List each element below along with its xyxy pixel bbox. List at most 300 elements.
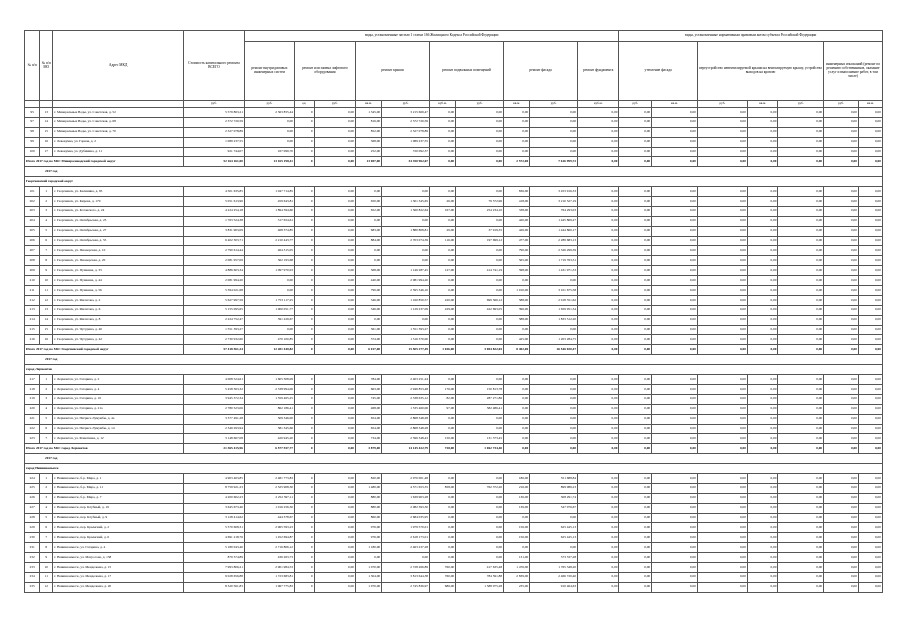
total-value: 7 616 999,72 — [530, 157, 578, 167]
row-address: г. Невинномысск, ул. Гагарина, д. 4 — [53, 543, 184, 553]
total-value: 0,00 — [530, 444, 578, 454]
row-value: 784 591,88 — [456, 572, 504, 582]
row-value: 0 — [295, 543, 315, 553]
row-value: 0,00 — [747, 286, 777, 296]
row-address: г. Георгиевск, ул. Котовского, д. 24 — [53, 206, 184, 216]
row-value: 440,00 — [355, 276, 381, 286]
row-value: 0,00 — [747, 325, 777, 335]
row-value: 0,00 — [619, 533, 652, 543]
total-value: 0,00 — [697, 444, 747, 454]
row-value: 0,00 — [778, 562, 824, 572]
row-value: 0,00 — [430, 424, 456, 434]
row-value: 0 — [295, 197, 315, 207]
row-value: 0,00 — [747, 543, 777, 553]
row-mo-number: 3 — [40, 493, 53, 503]
total-label: Итого 2017 год по МО: Минераловодский городской округ — [25, 157, 184, 167]
row-value: 0,00 — [430, 137, 456, 147]
row-value: 820,00 — [355, 473, 381, 483]
row-address: г. Невинномысск, пер. Крымский, д. 6 — [53, 533, 184, 543]
row-number: 214 — [25, 315, 40, 325]
row-value: 1 833 512,20 — [530, 315, 578, 325]
row-address: г. Георгиевск, ул. Филатова, д. 2 — [53, 295, 184, 305]
row-value: 0,00 — [858, 315, 882, 325]
row-address: г. Георгиевск, ул. Пушкина, д. 56 — [53, 286, 184, 296]
row-value: 0,00 — [619, 197, 652, 207]
table-row — [25, 305, 883, 315]
row-value: 0,00 — [858, 117, 882, 127]
row-number: 222 — [25, 424, 40, 434]
row-value: 0,00 — [652, 473, 698, 483]
row-value: 2 327 078,89 — [382, 127, 430, 137]
row-value: 1 605 308,09 — [244, 375, 294, 385]
row-value: 0,00 — [778, 582, 824, 592]
row-value: 0,00 — [578, 226, 619, 236]
row-address: г. Лермонтов, ул. Патриса Лумумбы, д. 14 — [53, 424, 184, 434]
row-value: 1 146 287,45 — [382, 266, 430, 276]
row-value: 374,00 — [355, 335, 381, 345]
row-value: 1 016 256,30 — [244, 503, 294, 513]
row-value: 0,00 — [697, 216, 747, 226]
row-value: 0,00 — [504, 394, 530, 404]
row-value: 0,00 — [778, 286, 824, 296]
row-value: 0 — [295, 424, 315, 434]
row-value: 0,00 — [578, 533, 619, 543]
unit-cell: кв.м. — [747, 101, 777, 108]
total-value: 57 418 561,24 — [183, 345, 244, 355]
row-value: 0,00 — [858, 572, 882, 582]
total-value: 0,00 — [652, 157, 698, 167]
row-value: 0,00 — [652, 276, 698, 286]
row-value: 0,00 — [747, 216, 777, 226]
row-mo-number: 10 — [40, 276, 53, 286]
row-value: 167 099,70 — [244, 147, 294, 157]
table-row — [25, 246, 883, 256]
row-value: 0,00 — [858, 513, 882, 523]
row-value: 0,00 — [314, 147, 355, 157]
table-row — [25, 137, 883, 147]
row-value: 0,00 — [697, 523, 747, 533]
row-value: 0,00 — [530, 414, 578, 424]
row-value: 0,00 — [824, 197, 859, 207]
row-value: 0,00 — [578, 503, 619, 513]
total-value: 0,00 — [430, 157, 456, 167]
table-row — [25, 523, 883, 533]
total-value: 0,00 — [578, 157, 619, 167]
row-value: 0,00 — [314, 375, 355, 385]
row-value: 0,00 — [778, 384, 824, 394]
row-value: 351 688,84 — [530, 473, 578, 483]
table-row — [25, 483, 883, 493]
row-value: 0,00 — [858, 404, 882, 414]
row-number: 95 — [25, 108, 40, 118]
row-value: 197 699,12 — [456, 236, 504, 246]
row-value: 1 010,00 — [504, 286, 530, 296]
row-value: 0,00 — [314, 434, 355, 444]
row-number: 209 — [25, 266, 40, 276]
row-value: 0,00 — [747, 493, 777, 503]
row-value: 880,00 — [355, 493, 381, 503]
row-value: 654,00 — [355, 424, 381, 434]
row-value: 2 481 773,83 — [244, 473, 294, 483]
row-value: 0,00 — [697, 117, 747, 127]
total-value: 0,00 — [778, 444, 824, 454]
row-value: 0,00 — [578, 384, 619, 394]
row-value: 0,00 — [824, 375, 859, 385]
row-value: 0,00 — [778, 424, 824, 434]
row-value: 5 570 608,31 — [183, 523, 244, 533]
row-value: 0,00 — [530, 108, 578, 118]
row-value: 0,00 — [697, 543, 747, 553]
row-value: 0,00 — [430, 108, 456, 118]
row-value: 0,00 — [314, 533, 355, 543]
row-value: 0,00 — [456, 543, 504, 553]
row-value: 0,00 — [578, 523, 619, 533]
row-address: г. Георгиевск, ул. Филатова, д. 8 — [53, 315, 184, 325]
table-row — [25, 543, 883, 553]
row-value: 0,00 — [355, 216, 381, 226]
row-value: 0,00 — [652, 187, 698, 197]
row-value: 0,00 — [778, 197, 824, 207]
row-value: 1 301 345,65 — [382, 197, 430, 207]
row-value: 0,00 — [619, 216, 652, 226]
row-value: 0,00 — [778, 473, 824, 483]
row-value: 0,00 — [858, 226, 882, 236]
row-value: 0,00 — [578, 216, 619, 226]
row-value: 0,00 — [652, 582, 698, 592]
section-row — [25, 464, 883, 474]
row-value: 2 081 994,20 — [183, 276, 244, 286]
row-value: 0,00 — [824, 335, 859, 345]
row-value: 0,00 — [747, 473, 777, 483]
row-address: г. Невинномысск, б-р. Мира, д. 7 — [53, 493, 184, 503]
row-value: 0,00 — [824, 187, 859, 197]
row-value: 0,00 — [778, 108, 824, 118]
col-header-foundation: ремонт фундамента — [578, 42, 619, 101]
row-value: 509 346,00 — [244, 414, 294, 424]
row-value: 0,00 — [355, 187, 381, 197]
row-value: 0,00 — [697, 315, 747, 325]
row-value: 3 128 414,62 — [183, 513, 244, 523]
row-value: 0,00 — [697, 434, 747, 444]
table-row — [25, 315, 883, 325]
row-value: 0,00 — [824, 206, 859, 216]
row-value: 0,00 — [314, 384, 355, 394]
row-value: 0,00 — [619, 295, 652, 305]
row-value: 0,00 — [314, 503, 355, 513]
row-value: 0,00 — [778, 513, 824, 523]
row-value: 3 148 667,08 — [183, 434, 244, 444]
row-value: 0,00 — [619, 582, 652, 592]
row-value: 0,00 — [314, 553, 355, 563]
table-row — [25, 117, 883, 127]
row-value: 0,00 — [747, 276, 777, 286]
row-value: 0,00 — [314, 246, 355, 256]
row-value: 598,00 — [504, 266, 530, 276]
table-row — [25, 375, 883, 385]
row-value: 0,00 — [697, 503, 747, 513]
row-number: 97 — [25, 117, 40, 127]
row-address: г. Георгиевск, ул. Кирова, д. 170 — [53, 197, 184, 207]
row-value: 459 643,81 — [244, 197, 294, 207]
row-value: 0,00 — [697, 562, 747, 572]
row-value: 0,00 — [858, 483, 882, 493]
row-value: 4 224 254,18 — [183, 206, 244, 216]
row-value: 0,00 — [778, 414, 824, 424]
row-address: г. Георгиевск, ул. Чугурина, д. 40 — [53, 325, 184, 335]
row-value: 0,00 — [314, 543, 355, 553]
row-number: 99 — [25, 137, 40, 147]
row-value: 790,00 — [355, 286, 381, 296]
row-value: 0,00 — [747, 206, 777, 216]
total-value: 14 145 422,79 — [382, 444, 430, 454]
row-value: 477,00 — [504, 236, 530, 246]
table-row — [25, 434, 883, 444]
unit-cell: кв.м. — [858, 101, 882, 108]
row-value: 0,00 — [456, 187, 504, 197]
row-value: 3 453 916,33 — [530, 187, 578, 197]
unit-cell: кв.м. — [652, 101, 698, 108]
row-value: 0,00 — [697, 414, 747, 424]
row-value: 0,00 — [778, 127, 824, 137]
row-value: 0,00 — [430, 187, 456, 197]
row-value: 0,00 — [858, 533, 882, 543]
row-value: 0,00 — [858, 246, 882, 256]
row-value: 7 993 806,21 — [183, 562, 244, 572]
row-value: 663,00 — [355, 384, 381, 394]
row-value: 4 903 463,85 — [183, 473, 244, 483]
total-value: 0,00 — [456, 157, 504, 167]
row-value: 37 919,35 — [456, 226, 504, 236]
row-value: 0,00 — [824, 473, 859, 483]
row-value: 0,00 — [504, 375, 530, 385]
table-row — [25, 503, 883, 513]
total-value: 0 — [295, 345, 315, 355]
row-value: 0,00 — [747, 503, 777, 513]
table-row — [25, 404, 883, 414]
row-value: 1 316 370,00 — [382, 335, 430, 345]
row-value: 0,00 — [858, 325, 882, 335]
row-value: 0,00 — [824, 483, 859, 493]
row-value: 0 — [295, 483, 315, 493]
row-number: 218 — [25, 384, 40, 394]
row-value: 361,00 — [355, 325, 381, 335]
row-mo-number: 10 — [40, 562, 53, 572]
row-value: 699 366,12 — [456, 295, 504, 305]
row-value: 0,00 — [652, 513, 698, 523]
row-value: 0,00 — [824, 582, 859, 592]
row-value: 2 081 994,20 — [382, 276, 430, 286]
row-value: 0,00 — [697, 305, 747, 315]
row-value: 0,00 — [314, 137, 355, 147]
row-value: 0,00 — [578, 424, 619, 434]
row-value: 4 008 524,61 — [183, 375, 244, 385]
row-value: 0,00 — [652, 562, 698, 572]
row-value: 0,00 — [456, 276, 504, 286]
row-value: 0,00 — [824, 108, 859, 118]
row-number: 208 — [25, 256, 40, 266]
units-row — [25, 101, 883, 108]
row-value: 862 186,41 — [244, 404, 294, 414]
total-value: 0,00 — [858, 157, 882, 167]
row-value: 0,00 — [314, 305, 355, 315]
row-value: 0,00 — [456, 533, 504, 543]
total-value: 0,00 — [778, 345, 824, 355]
row-value: 0,00 — [314, 483, 355, 493]
table-row — [25, 394, 883, 404]
row-value: 1 097 970,03 — [244, 266, 294, 276]
row-value: 0,00 — [778, 483, 824, 493]
row-value: 0,00 — [778, 553, 824, 563]
table-row — [25, 582, 883, 592]
row-value: 0,00 — [456, 315, 504, 325]
row-value: 734,00 — [355, 434, 381, 444]
row-mo-number: 11 — [40, 572, 53, 582]
table-row — [25, 414, 883, 424]
total-value: 3 879,00 — [355, 444, 381, 454]
total-value: 0,00 — [824, 157, 859, 167]
row-value: 0,00 — [778, 147, 824, 157]
row-mo-number: 4 — [40, 216, 53, 226]
row-value: 686,00 — [430, 582, 456, 592]
row-value: 0,00 — [778, 315, 824, 325]
row-value: 1 560 822,64 — [382, 206, 430, 216]
total-value: 0,00 — [824, 444, 859, 454]
unit-cell: руб. — [314, 101, 355, 108]
row-value: 0,00 — [530, 543, 578, 553]
total-row — [25, 345, 883, 355]
row-value: 0,00 — [619, 562, 652, 572]
unit-cell: руб. — [183, 101, 244, 108]
row-value: 308 291,74 — [530, 493, 578, 503]
row-value: 547 076,67 — [530, 503, 578, 513]
row-address: г. Лермонтов, ул. Патриса Лумумбы, д. 4а — [53, 414, 184, 424]
table-row — [25, 256, 883, 266]
row-value: 176,00 — [430, 384, 456, 394]
row-value: 0,00 — [619, 246, 652, 256]
row-value: 2 525 908,30 — [244, 483, 294, 493]
row-value: 0,00 — [314, 286, 355, 296]
row-value: 0 — [295, 562, 315, 572]
row-value: 0,00 — [652, 246, 698, 256]
row-value: 254 234,10 — [456, 206, 504, 216]
total-value: 0,00 — [314, 157, 355, 167]
row-value: 0,00 — [747, 127, 777, 137]
row-value: 139,00 — [504, 503, 530, 513]
row-value: 1 979 570,01 — [382, 523, 430, 533]
row-value: 0,00 — [652, 335, 698, 345]
row-value: 0,00 — [530, 375, 578, 385]
total-value: 0 — [295, 157, 315, 167]
row-value: 0 — [295, 305, 315, 315]
unit-cell: руб. — [244, 101, 294, 108]
row-value: 0,00 — [578, 137, 619, 147]
row-value: 0 — [295, 256, 315, 266]
row-value: 1 089 237,55 — [382, 137, 430, 147]
total-value: 0,00 — [858, 444, 882, 454]
row-value: 0,00 — [824, 513, 859, 523]
row-value: 136,00 — [504, 493, 530, 503]
row-address: г. Минеральные Воды, ул. Советская, д. 52 — [53, 108, 184, 118]
row-value: 0,00 — [619, 404, 652, 414]
table-row — [25, 206, 883, 216]
row-value: 0,00 — [530, 127, 578, 137]
row-number: 225 — [25, 483, 40, 493]
row-value: 0,00 — [697, 582, 747, 592]
row-value: 0,00 — [747, 572, 777, 582]
row-value: 0,00 — [619, 276, 652, 286]
row-address: г. Невинномысск, пер. Клубный, д. 19 — [53, 503, 184, 513]
row-value: 0,00 — [778, 266, 824, 276]
total-value: 0,00 — [747, 157, 777, 167]
row-value: 0,00 — [578, 394, 619, 404]
row-value: 0,00 — [778, 434, 824, 444]
row-value: 0,00 — [697, 375, 747, 385]
total-value: 0,00 — [697, 345, 747, 355]
row-address: г. Георгиевск, ул. Калинина, д. 95 — [53, 187, 184, 197]
row-value: 976,00 — [355, 533, 381, 543]
row-value: 0,00 — [456, 117, 504, 127]
row-value: 0,00 — [652, 236, 698, 246]
row-value: 0,00 — [778, 543, 824, 553]
row-value: 899 986,23 — [530, 483, 578, 493]
col-header-num: № п/п — [25, 31, 40, 101]
row-number: 227 — [25, 503, 40, 513]
row-value: 1 203 284,75 — [530, 335, 578, 345]
row-value: 156,00 — [504, 523, 530, 533]
row-value: 0,00 — [382, 553, 430, 563]
unit-cell: руб. — [824, 101, 859, 108]
row-value: 1 967 775,83 — [244, 582, 294, 592]
row-number: 226 — [25, 493, 40, 503]
row-value: 0,00 — [578, 513, 619, 523]
row-value: 0,00 — [697, 533, 747, 543]
row-value: 0,00 — [578, 543, 619, 553]
row-value: 0,00 — [430, 315, 456, 325]
row-value: 5 051 613,96 — [183, 197, 244, 207]
row-address: г. Георгиевск, ул. Октябрьская, д. 23 — [53, 216, 184, 226]
row-value: 0,00 — [824, 533, 859, 543]
col-header-basement: ремонт подвальных помещений — [430, 42, 504, 101]
row-value: 0,00 — [430, 513, 456, 523]
row-address: г. Невинномысск, ул. Матросова, д. 158 — [53, 553, 184, 563]
row-value: 417 635,48 — [456, 562, 504, 572]
row-value: 2 728 266,89 — [382, 562, 430, 572]
row-value: 79 572,96 — [456, 197, 504, 207]
row-value: 0,00 — [747, 315, 777, 325]
row-value: 0,00 — [858, 127, 882, 137]
row-value: 0,00 — [858, 206, 882, 216]
row-value: 2 790 614,44 — [183, 246, 244, 256]
row-number: 204 — [25, 216, 40, 226]
row-address: г. Невинномысск, ул. Менделеева, д. 15 — [53, 562, 184, 572]
row-value: 0,00 — [858, 562, 882, 572]
row-value: 1 476,00 — [504, 562, 530, 572]
table-row — [25, 384, 883, 394]
row-value: 26,00 — [430, 197, 456, 207]
row-value: 0,00 — [747, 187, 777, 197]
row-value: 1 551 393,27 — [382, 325, 430, 335]
row-value: 422 693,05 — [456, 305, 504, 315]
row-number: 229 — [25, 523, 40, 533]
row-value: 0,00 — [778, 394, 824, 404]
row-value: 0,00 — [578, 335, 619, 345]
row-number: 207 — [25, 246, 40, 256]
row-value: 5 458 363,32 — [183, 384, 244, 394]
row-value: 0,00 — [824, 414, 859, 424]
row-value: 0 — [295, 533, 315, 543]
total-value: 0,00 — [652, 444, 698, 454]
row-value: 2 745 836,97 — [382, 582, 430, 592]
